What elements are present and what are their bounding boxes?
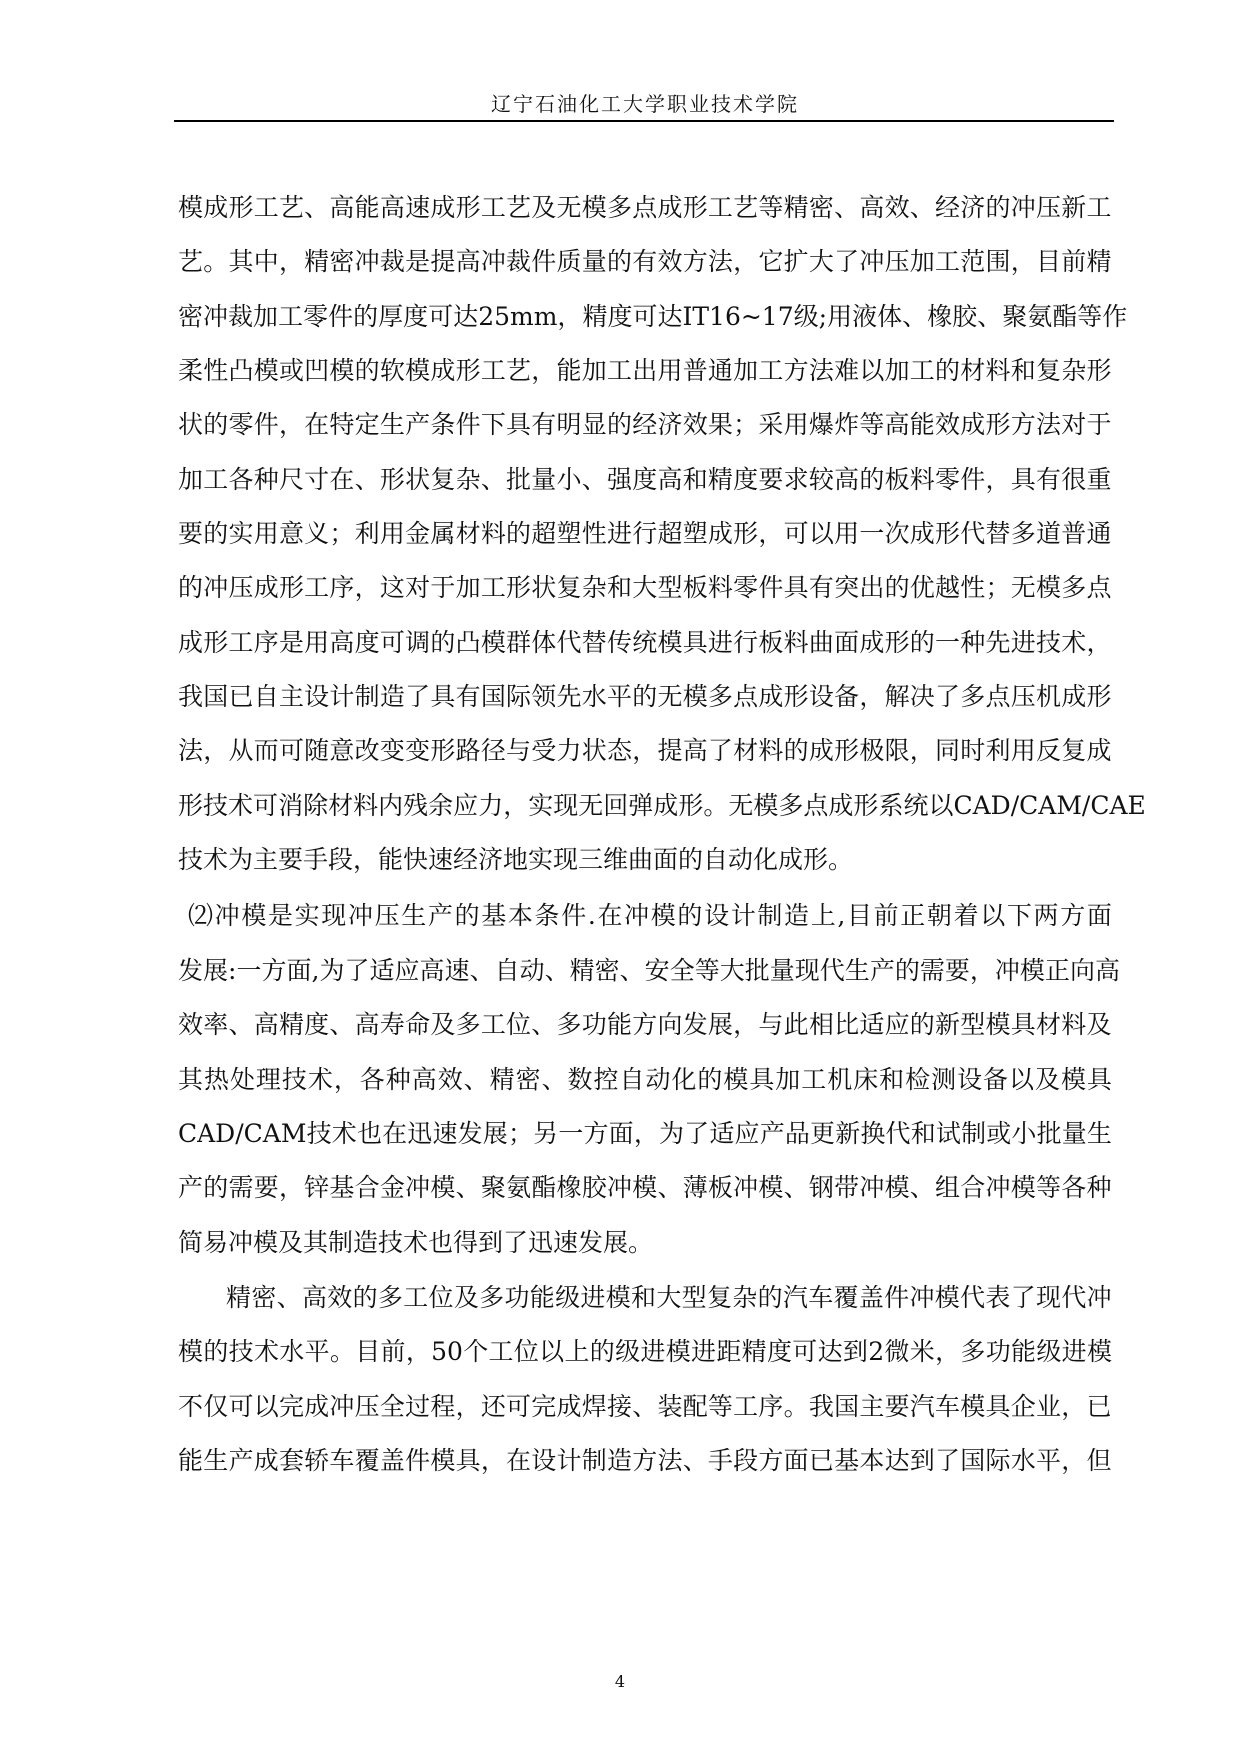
body-line: 模 成 形 工 艺 、 高 能 高 速 成 形 工 艺 及 无 模 多 点 成 形 工 艺 等 精 密 、 高 效 、 经 济 的 冲 压 新 工 [178,193,1112,222]
body-line: 简易冲模及其制造技术也得到了迅速发展。 [178,1228,654,1257]
header-rule [174,120,1114,122]
body-line: 不 仅 可 以 完 成 冲 压 全 过 程 ， 还 可 完 成 焊 接 、 装 配 等 工 序 。 我 国 主 要 汽 车 模 具 企 业 ， 已 [178,1392,1112,1421]
body-line: 精 密 、 高 效 的 多 工 位 及 多 功 能 级 进 模 和 大 型 复 杂 的 汽 车 覆 盖 件 冲 模 代 表 了 现 代 冲 [226,1283,1112,1312]
body-line: 法 ， 从 而 可 随 意 改 变 变 形 路 径 与 受 力 状 态 ， 提 高 了 材 料 的 成 形 极 限 ， 同 时 利 用 反 复 成 [178,736,1112,765]
body-line: CAD/CAM 技 术 也 在 迅 速 发 展 ； 另 一 方 面 ， 为 了 适 应 产 品 更 新 换 代 和 试 制 或 小 批 量 生 [178,1119,1112,1148]
body-line: 状 的 零 件 ， 在 特 定 生 产 条 件 下 具 有 明 显 的 经 济 效 果 ； 采 用 爆 炸 等 高 能 效 成 形 方 法 对 于 [178,410,1112,439]
body-line: 模 的 技 术 水 平 。 目 前 ， 50 个 工 位 以 上 的 级 进 模 进 距 精 度 可 达 到 2 微 米 ， 多 功 能 级 进 模 [178,1337,1112,1366]
body-line: 艺 。 其 中 ， 精 密 冲 裁 是 提 高 冲 裁 件 质 量 的 有 效 方 法 ， 它 扩 大 了 冲 压 加 工 范 围 ， 目 前 精 [178,247,1112,276]
body-line: 要 的 实 用 意 义 ； 利 用 金 属 材 料 的 超 塑 性 进 行 超 塑 成 形 ， 可 以 用 一 次 成 形 代 替 多 道 普 通 [178,519,1112,548]
body-line: 成 形 工 序 是 用 高 度 可 调 的 凸 模 群 体 代 替 传 统 模 具 进 行 板 料 曲 面 成 形 的 一 种 先 进 技 术 ， [178,628,1112,657]
body-line: 其 热 处 理 技 术 ， 各 种 高 效 、 精 密 、 数 控 自 动 化 的 模 具 加 工 机 床 和 检 测 设 备 以 及 模 具 [178,1065,1112,1094]
page-header: 辽宁石油化工大学职业技术学院 [491,92,799,116]
body-line: ⑵ 冲 模 是 实 现 冲 压 生 产 的 基 本 条 件 . 在 冲 模 的 设 计 制 造 上 , 目 前 正 朝 着 以 下 两 方 面 [188,901,1112,930]
body-line: 的 冲 压 成 形 工 序 ， 这 对 于 加 工 形 状 复 杂 和 大 型 板 料 零 件 具 有 突 出 的 优 越 性 ； 无 模 多 点 [178,573,1112,602]
body-line: 效 率 、 高 精 度 、 高 寿 命 及 多 工 位 、 多 功 能 方 向 发 展 ， 与 此 相 比 适 应 的 新 型 模 具 材 料 及 [178,1010,1112,1039]
body-line: 技术为主要手段，能快速经济地实现三维曲面的自动化成形。 [178,845,854,874]
body-line: 密 冲 裁 加 工 零 件 的 厚 度 可 达 25mm ， 精 度 可 达 IT16~17 级 ; 用 液 体 、 橡 胶 、 聚 氨 酯 等 作 [178,302,1128,331]
body-line: 形 技 术 可 消 除 材 料 内 残 余 应 力 ， 实 现 无 回 弹 成 形 。 无 模 多 点 成 形 系 统 以 CAD/CAM/CAE [178,791,1146,820]
page-number: 4 [614,1672,626,1691]
body-line: 发 展 : 一 方 面 , 为 了 适 应 高 速 、 自 动 、 精 密 、 安 全 等 大 批 量 现 代 生 产 的 需 要 ， 冲 模 正 向 高 [178,956,1120,985]
body-line: 柔 性 凸 模 或 凹 模 的 软 模 成 形 工 艺 ， 能 加 工 出 用 普 通 加 工 方 法 难 以 加 工 的 材 料 和 复 杂 形 [178,356,1112,385]
body-line: 加 工 各 种 尺 寸 在 、 形 状 复 杂 、 批 量 小 、 强 度 高 和 精 度 要 求 较 高 的 板 料 零 件 ， 具 有 很 重 [178,465,1112,494]
body-line: 能 生 产 成 套 轿 车 覆 盖 件 模 具 ， 在 设 计 制 造 方 法 、 手 段 方 面 已 基 本 达 到 了 国 际 水 平 ， 但 [178,1446,1112,1475]
body-line: 我 国 已 自 主 设 计 制 造 了 具 有 国 际 领 先 水 平 的 无 模 多 点 成 形 设 备 ， 解 决 了 多 点 压 机 成 形 [178,682,1112,711]
body-line: 产 的 需 要 ， 锌 基 合 金 冲 模 、 聚 氨 酯 橡 胶 冲 模 、 薄 板 冲 模 、 钢 带 冲 模 、 组 合 冲 模 等 各 种 [178,1173,1112,1202]
